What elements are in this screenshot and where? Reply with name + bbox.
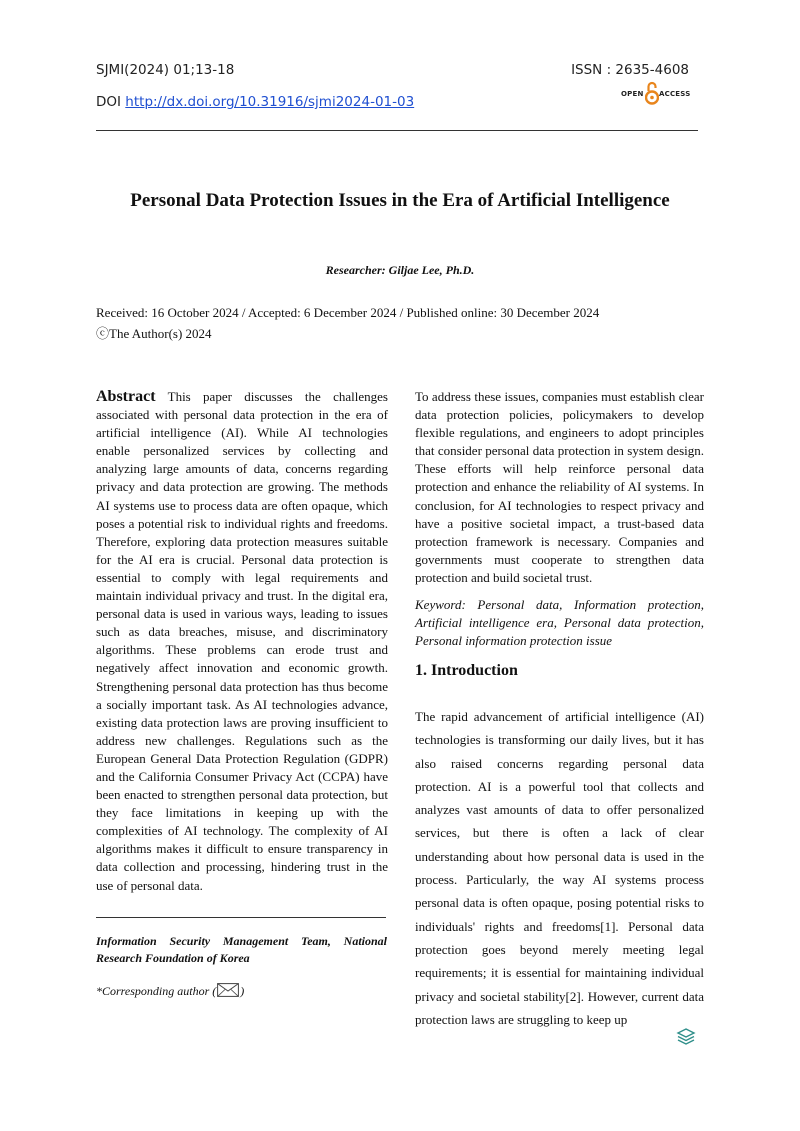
abstract-heading: Abstract: [96, 388, 156, 405]
paper-title: Personal Data Protection Issues in the Era of Artificial Intelligence: [130, 190, 670, 211]
introduction-heading: 1. Introduction: [415, 662, 518, 679]
publisher-stack-icon: [676, 1027, 696, 1047]
author-line: Researcher: Giljae Lee, Ph.D.: [325, 263, 475, 277]
open-access-left-text: OPEN: [621, 90, 644, 98]
author-affiliation: Information Security Management Team, National Research Foundation of Korea: [96, 934, 387, 965]
abstract: [96, 388, 388, 895]
issn: ISSN : 2635-4608: [571, 62, 689, 78]
open-access-logo: [621, 80, 691, 108]
keywords: Keyword: Personal data, Information protection, Artificial intelligence era, Personal data protection, Personal information protection issue: [415, 597, 704, 649]
footnote-divider: [96, 917, 386, 918]
corresponding-prefix: *Corresponding author (: [96, 984, 217, 998]
corresponding-author: [96, 983, 244, 1001]
copyright-line: ⓒThe Author(s) 2024: [96, 326, 212, 341]
journal-reference: SJMI(2024) 01;13-18: [96, 62, 235, 78]
doi-prefix: DOI: [96, 94, 126, 110]
open-access-right-text: ACCESS: [659, 90, 691, 98]
abstract-continuation: To address these issues, companies must establish clear data protection policies, policymakers to develop flexible regulations, and engineers to adopt principles that consider personal data protection in system design. These efforts will help reinforce personal data protection and enhance the reliability of AI systems. In conclusion, for AI technologies to respect privacy and have a positive societal impact, a trust-based data protection framework is necessary. Companies and governments must cooperate to strengthen data protection and build societal trust.: [415, 389, 704, 585]
doi-link[interactable]: http://dx.doi.org/10.31916/sjmi2024-01-03: [125, 94, 415, 110]
envelope-icon[interactable]: [217, 983, 239, 1001]
doi-line: [96, 94, 414, 110]
open-access-lock-icon: [645, 80, 659, 106]
abstract-text: This paper discusses the challenges associated with personal data protection in the era of artificial intelligence (AI). While AI technologies enable personalized services by collecting and analyzing large amounts of data, concerns regarding privacy and data protection are growing. The methods AI systems use to process data are often opaque, which poses a potential risk to individual rights and freedoms. Therefore, exploring data protection measures suitable for the AI era is crucial. Personal data protection is essential to comply with legal requirements and maintain individual privacy and trust. In the digital era, personal data is used in various ways, leading to issues such as data breaches, misuse, and discriminatory algorithms. These problems can erode trust and negatively affect innovation and economic growth. Strengthening personal data protection has thus become a socially important task. As AI technologies advance, existing data protection laws are proving insufficient to address new challenges. Regulations such as the European General Data Protection Regulation (GDPR) and the California Consumer Privacy Act (CCPA) have been enacted to strengthen personal data protection, but they face limitations in keeping up with the complexities of AI technology. The complexity of AI algorithms makes it difficult to ensure transparency in data collection and processing, hindering trust in the use of personal data.: [96, 389, 388, 893]
publication-dates: Received: 16 October 2024 / Accepted: 6 December 2024 / Published online: 30 December 2024: [96, 305, 600, 320]
corresponding-suffix: ): [240, 984, 245, 998]
header-divider: [96, 130, 698, 131]
introduction-text: The rapid advancement of artificial intelligence (AI) technologies is transforming our daily lives, but it has also raised concerns regarding personal data protection. AI is a powerful tool that collects and analyzes vast amounts of data to offer personalized services, but there is often a lack of clear understanding about how personal data is used in the process. Particularly, the way AI systems process personal data is often opaque, posing potential risks to individuals' rights and freedoms[1]. Personal data protection goes beyond merely meeting legal requirements; it is essential for maintaining individual privacy and societal stability[2]. However, current data protection laws are struggling to keep up: [415, 709, 704, 1027]
